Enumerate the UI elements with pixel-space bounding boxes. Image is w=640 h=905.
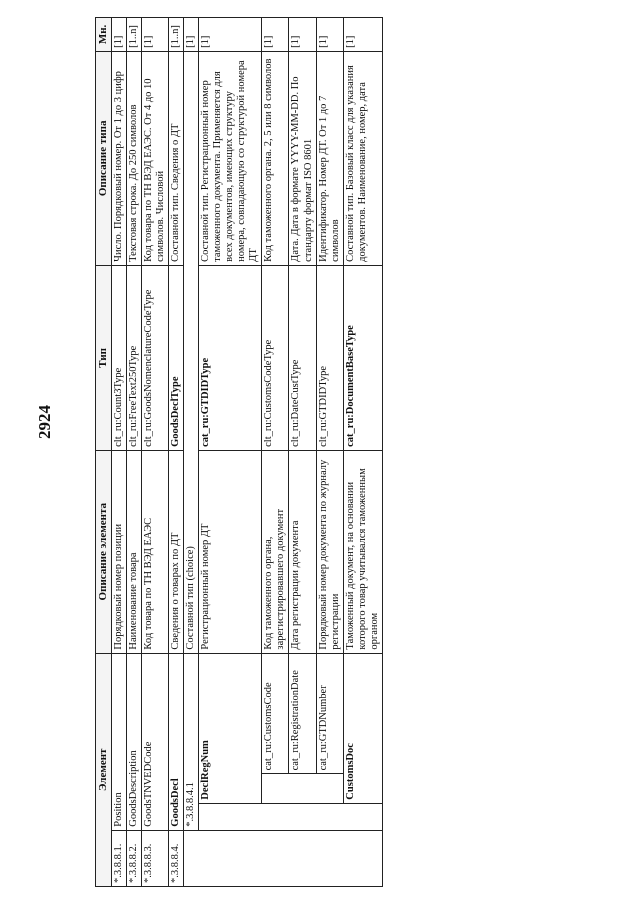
row-element: GoodsDecl bbox=[168, 653, 183, 830]
table-row bbox=[111, 18, 126, 887]
row-description: Наименование товара bbox=[126, 450, 141, 653]
rotated-page bbox=[95, 17, 545, 887]
customs-row bbox=[343, 18, 382, 887]
table-row bbox=[168, 18, 183, 887]
row-element: GoodsDescription bbox=[126, 653, 141, 830]
choice-multiplicity: [1] bbox=[183, 18, 198, 52]
header-row bbox=[96, 18, 112, 887]
row-description: Порядковый номер позиции bbox=[111, 450, 126, 653]
customs-type: cat_ru:DocumentBaseType bbox=[343, 265, 382, 450]
row-multiplicity: [1] bbox=[289, 18, 316, 52]
header-multiplicity: Мн. bbox=[96, 18, 112, 52]
table-row bbox=[126, 18, 141, 887]
row-element: cat_ru:GTDNumber bbox=[316, 653, 343, 774]
row-multiplicity: [1..n] bbox=[126, 18, 141, 52]
row-type-description: Дата. Дата в формате YYYY-MM-DD. По стандарту формат ISO 8601 bbox=[289, 51, 316, 265]
decl-element: DeclRegNum bbox=[199, 653, 262, 803]
indent-cell bbox=[183, 830, 382, 886]
header-type: Тип bbox=[96, 265, 112, 450]
table-row bbox=[289, 18, 316, 887]
row-number: *.3.8.8.3. bbox=[141, 830, 168, 886]
row-type: GoodsDeclType bbox=[168, 265, 183, 450]
row-description: Код товара по ТН ВЭД ЕАЭС bbox=[141, 450, 168, 653]
decl-type-description: Составной тип. Регистрационный номер таможенного документа. Применяется для всех документов, имеющих структуру номера, совпадающую со структурой номера ДТ bbox=[199, 51, 262, 265]
table-row bbox=[262, 18, 289, 887]
row-type: clt_ru:GTDIDType bbox=[316, 265, 343, 450]
row-type: clt_ru:GoodsNomenclatureCodeType bbox=[141, 265, 168, 450]
decl-row bbox=[199, 18, 262, 887]
row-multiplicity: [1..n] bbox=[168, 18, 183, 52]
indent-cell bbox=[262, 774, 343, 803]
row-type-description: Идентификатор. Номер ДТ. От 1 до 7 символов bbox=[316, 51, 343, 265]
row-description: Порядковый номер документа по журналу регистрации bbox=[316, 450, 343, 653]
row-multiplicity: [1] bbox=[262, 18, 289, 52]
customs-element: CustomsDoc bbox=[343, 653, 382, 803]
row-description: Дата регистрации документа bbox=[289, 450, 316, 653]
row-multiplicity: [1] bbox=[141, 18, 168, 52]
decl-description: Регистрационный номер ДТ bbox=[199, 450, 262, 653]
row-multiplicity: [1] bbox=[316, 18, 343, 52]
row-number: *.3.8.8.2. bbox=[126, 830, 141, 886]
row-number: *.3.8.8.1. bbox=[111, 830, 126, 886]
table-row bbox=[316, 18, 343, 887]
customs-multiplicity: [1] bbox=[343, 18, 382, 52]
row-type: clt_ru:Count3Type bbox=[111, 265, 126, 450]
row-element: Position bbox=[111, 653, 126, 830]
row-type: clt_ru:CustomsCodeType bbox=[262, 265, 289, 450]
row-element: cat_ru:RegistrationDate bbox=[289, 653, 316, 774]
decl-type: cat_ru:GTDIDType bbox=[199, 265, 262, 450]
row-description: Код таможенного органа, зарегистрировавшего документ bbox=[262, 450, 289, 653]
row-type-description: Число. Порядковый номер. От 1 до 3 цифр bbox=[111, 51, 126, 265]
row-type-description: Код товара по ТН ВЭД ЕАЭС. От 4 до 10 символов. Числовой bbox=[141, 51, 168, 265]
row-type-description: Код таможенного органа. 2, 5 или 8 символов bbox=[262, 51, 289, 265]
row-type: clt_ru:FreeText250Type bbox=[126, 265, 141, 450]
customs-type-description: Составной тип. Базовый класс для указания документов. Наименование, номер, дата bbox=[343, 51, 382, 265]
customs-description: Таможенный документ, на основании которого товар учитывался таможенным органом bbox=[343, 450, 382, 653]
choice-row bbox=[183, 18, 198, 887]
header-element: Элемент bbox=[96, 653, 112, 886]
decl-multiplicity: [1] bbox=[199, 18, 262, 52]
row-type: clt_ru:DateCustType bbox=[289, 265, 316, 450]
row-type-description: Составной тип. Сведения о ДТ bbox=[168, 51, 183, 265]
row-type-description: Текстовая строка. До 250 символов bbox=[126, 51, 141, 265]
row-element: cat_ru:CustomsCode bbox=[262, 653, 289, 774]
row-element: GoodsTNVEDCode bbox=[141, 653, 168, 830]
header-description: Описание элемента bbox=[96, 450, 112, 653]
page-number: 2924 bbox=[35, 405, 54, 439]
row-multiplicity: [1] bbox=[111, 18, 126, 52]
row-description: Сведения о товарах по ДТ bbox=[168, 450, 183, 653]
choice-description: Составной тип (choice) bbox=[183, 51, 198, 653]
row-number: *.3.8.8.4. bbox=[168, 830, 183, 886]
indent-cell bbox=[199, 803, 383, 830]
choice-number: *.3.8.8.4.1 bbox=[183, 653, 198, 830]
elements-table bbox=[95, 17, 383, 887]
header-type-description: Описание типа bbox=[96, 51, 112, 265]
table-row bbox=[141, 18, 168, 887]
